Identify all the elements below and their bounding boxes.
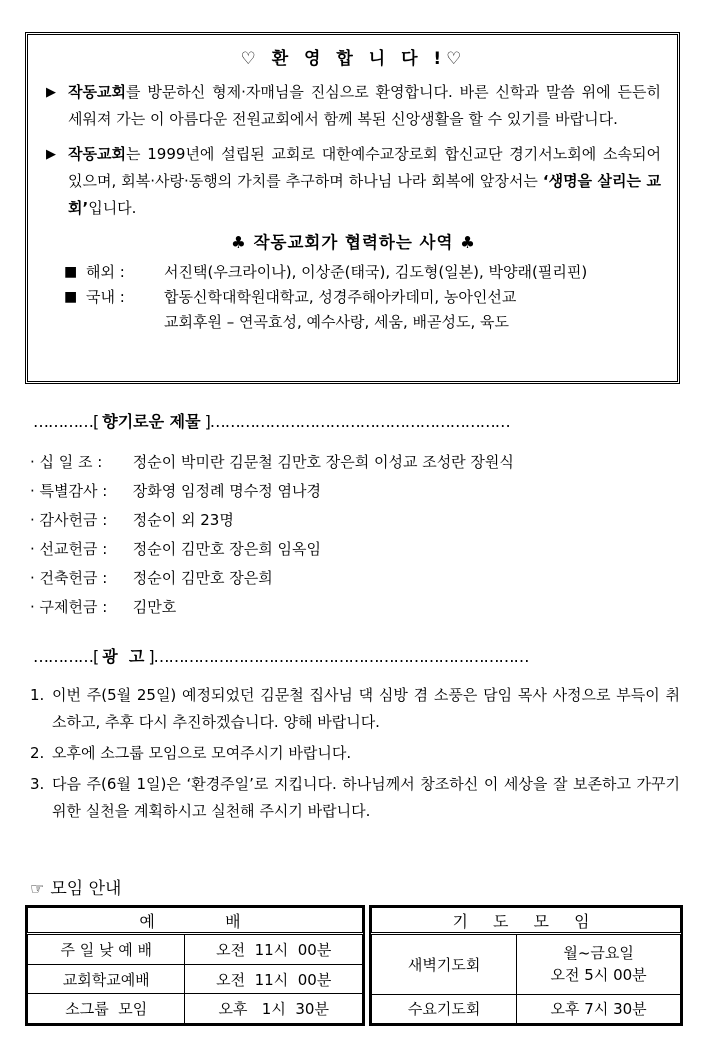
ads-title: 광 고 (102, 647, 145, 666)
worship-table (25, 905, 365, 1026)
mission-row-overseas (46, 260, 661, 285)
church-name: 작동교회 (68, 83, 126, 101)
offering-row (30, 535, 680, 564)
offering-title: 향기로운 제물 (102, 412, 201, 431)
offering-label: · 건축헌금 : (30, 569, 108, 587)
square-bullet-icon: ■ (64, 289, 78, 305)
mission-label: 해외 : (86, 263, 125, 281)
ad-item (30, 740, 680, 767)
offering-row (30, 593, 680, 622)
mission-value: 합동신학대학원대학교, 성경주해아카데미, 농아인선교 (164, 288, 517, 306)
meeting-title-text: 모임 안내 (50, 879, 122, 899)
dots-right: ]………………………………………………………………… (148, 647, 529, 666)
welcome-paragraph-1-text: 를 방문하신 형제·자매님을 진심으로 환영합니다. 바른 신학과 말씀 위에 든든히 세워져 가는 이 아름다운 전원교회에서 함께 복된 신앙생활을 할 수 있기를 바랍니다. (68, 83, 661, 128)
offering-names: 정순이 외 23명 (128, 511, 234, 529)
offering-row (30, 477, 680, 506)
dots-right: ]…………………………………………………… (204, 412, 510, 431)
offering-label: · 특별감사 : (30, 482, 108, 500)
welcome-paragraph-1 (46, 79, 661, 133)
ad-number: 3. (30, 775, 45, 793)
ad-number: 1. (30, 686, 45, 704)
welcome-paragraph-2 (46, 141, 661, 222)
church-motto: ‘생명을 살리는 교회’ (68, 172, 661, 217)
offering-row (30, 564, 680, 593)
mission-title: ♣ 작동교회가 협력하는 사역 ♣ (231, 233, 476, 252)
dots-left: …………[ (33, 647, 99, 666)
offering-list (30, 448, 680, 622)
mission-row-domestic (46, 285, 661, 310)
offering-label: · 십 일 조 : (30, 453, 103, 471)
meeting-title (30, 876, 121, 902)
square-bullet-icon: ■ (64, 264, 78, 280)
worship-time: 오후 1시 30분 (185, 994, 363, 1024)
worship-header: 예 배 (28, 908, 363, 934)
mission-domestic-continued: 교회후원 – 연곡효성, 예수사랑, 세움, 배곧성도, 육도 (164, 313, 509, 331)
ad-item (30, 771, 680, 825)
mission-value: 서진택(우크라이나), 이상준(태국), 김도형(일본), 박양래(필리핀) (164, 263, 588, 281)
prayer-table (369, 905, 683, 1026)
welcome-title: ♡ 환 영 합 니 다 !♡ (240, 49, 467, 69)
offering-names: 장화영 임정례 명수정 염나경 (128, 482, 321, 500)
offering-label: · 감사헌금 : (30, 511, 108, 529)
offering-names: 정순이 김만호 장은희 (128, 569, 273, 587)
prayer-hour: 오전 5시 00분 (550, 966, 647, 985)
prayer-header: 기 도 모 임 (372, 908, 681, 934)
triangle-bullet-icon: ▶ (46, 147, 56, 162)
offering-label: · 선교헌금 : (30, 540, 108, 558)
offering-header (33, 410, 678, 434)
mission-label: 국내 : (86, 288, 125, 306)
welcome-box (25, 32, 680, 384)
prayer-name: 새벽기도회 (372, 934, 517, 995)
worship-time: 오전 11시 00분 (185, 934, 363, 965)
prayer-name: 수요기도회 (372, 994, 517, 1023)
ad-list (30, 682, 680, 829)
prayer-time: 오후 7시 30분 (517, 994, 681, 1023)
worship-time: 오전 11시 00분 (185, 964, 363, 994)
triangle-bullet-icon: ▶ (46, 85, 56, 100)
welcome-paragraph-2-text: 는 1999년에 설립된 교회로 대한예수교장로회 합신교단 경기서노회에 소속되어 있으며, 회복·사랑·동행의 가치를 추구하며 하나님 나라 회복에 앞장서는 (68, 145, 661, 190)
offering-label: · 구제헌금 : (30, 598, 108, 616)
prayer-days: 월~금요일 (563, 944, 634, 963)
prayer-time (517, 934, 681, 995)
ad-text: 다음 주(6월 1일)은 ‘환경주일’로 지킵니다. 하나님께서 창조하신 이 세상을 잘 보존하고 가꾸기 위한 실천을 계획하시고 실천해 주시기 바랍니다. (52, 775, 681, 820)
church-name: 작동교회 (68, 145, 126, 163)
meeting-schedule (25, 905, 683, 1026)
offering-names: 정순이 김만호 장은희 임옥임 (128, 540, 321, 558)
ad-text: 오후에 소그룹 모임으로 모여주시기 바랍니다. (52, 744, 352, 762)
worship-name: 소그룹 모임 (28, 994, 185, 1024)
offering-names: 정순이 박미란 김문철 김만호 장은희 이성교 조성란 장원식 (128, 453, 514, 471)
offering-row (30, 448, 680, 477)
ad-number: 2. (30, 744, 45, 762)
ads-header (33, 645, 678, 669)
worship-name: 주 일 낮 예 배 (28, 934, 185, 965)
welcome-paragraph-2-end: 입니다. (88, 199, 137, 217)
dots-left: …………[ (33, 412, 99, 431)
offering-names: 김만호 (128, 598, 177, 616)
ad-item (30, 682, 680, 736)
ad-text: 이번 주(5월 25일) 예정되었던 김문철 집사님 댁 심방 겸 소풍은 담임 목사 사정으로 부득이 취소하고, 추후 다시 추진하겠습니다. 양해 바랍니다. (52, 686, 680, 731)
worship-name: 교회학교예배 (28, 964, 185, 994)
pointing-hand-icon: ☞ (30, 879, 45, 898)
offering-row (30, 506, 680, 535)
